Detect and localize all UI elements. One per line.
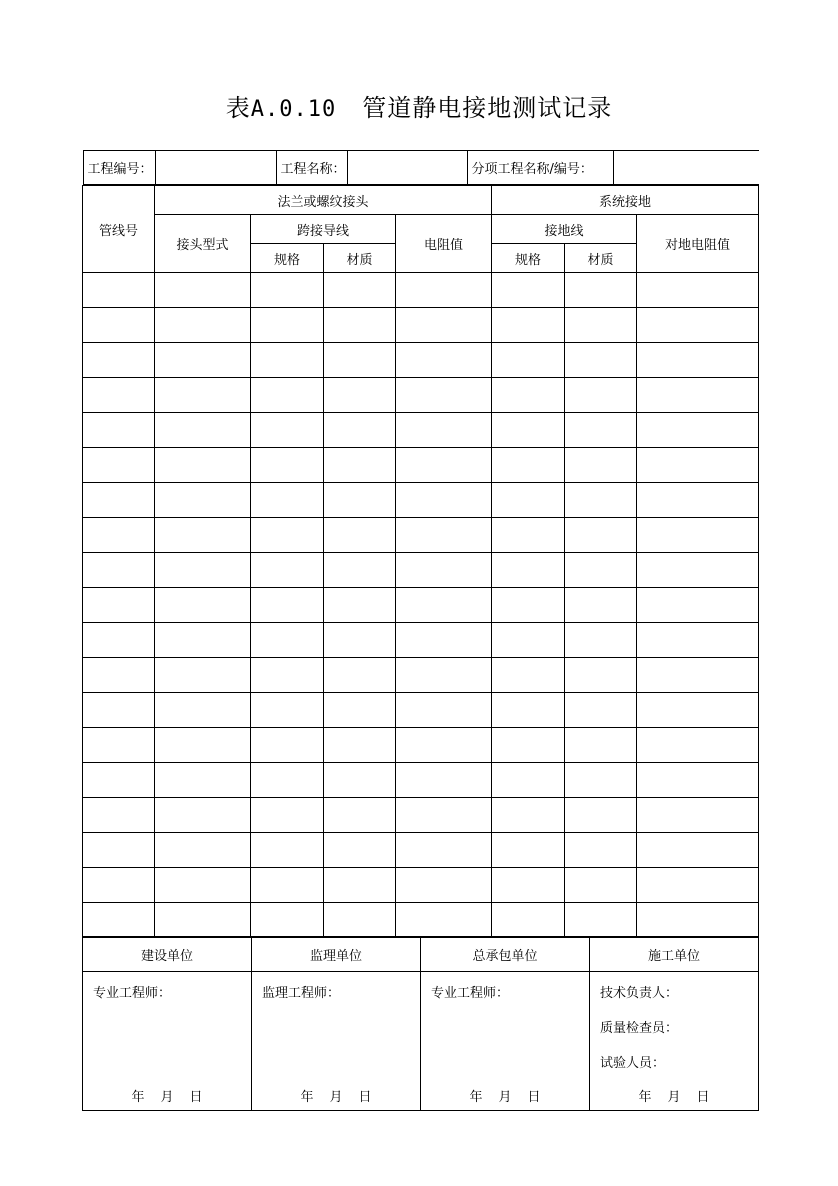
data-cell[interactable] (492, 868, 565, 903)
data-cell[interactable] (396, 518, 492, 553)
data-cell[interactable] (396, 273, 492, 308)
data-cell[interactable] (251, 868, 324, 903)
contractor-date (421, 1086, 589, 1105)
date-day: 日 (696, 1090, 710, 1105)
data-cell[interactable] (492, 658, 565, 693)
data-cell[interactable] (637, 868, 759, 903)
data-cell[interactable] (83, 798, 155, 833)
owner-engineer-label: 专业工程师： (93, 986, 172, 1001)
data-cell[interactable] (251, 588, 324, 623)
data-cell[interactable] (565, 483, 637, 518)
data-cell[interactable] (324, 273, 396, 308)
data-cell[interactable] (324, 728, 396, 763)
data-cell[interactable] (492, 518, 565, 553)
data-cell[interactable] (155, 728, 251, 763)
table-row (83, 553, 759, 588)
data-cell[interactable] (565, 553, 637, 588)
data-cell[interactable] (637, 343, 759, 378)
data-cell[interactable] (396, 378, 492, 413)
col-system-ground: 系统接地 (492, 186, 759, 215)
date-day: 日 (527, 1090, 541, 1105)
supervisor-date (252, 1086, 420, 1105)
data-cell[interactable] (637, 413, 759, 448)
col-jumper: 跨接导线 (251, 215, 396, 244)
data-cell[interactable] (251, 518, 324, 553)
date-year: 年 (638, 1090, 652, 1105)
data-cell[interactable] (155, 448, 251, 483)
table-row (83, 483, 759, 518)
data-cell[interactable] (492, 378, 565, 413)
data-cell[interactable] (155, 483, 251, 518)
data-cell[interactable] (155, 518, 251, 553)
data-cell[interactable] (565, 308, 637, 343)
data-cell[interactable] (637, 518, 759, 553)
data-cell[interactable] (83, 763, 155, 798)
data-cell[interactable] (83, 413, 155, 448)
unit-general-contractor: 总承包单位 (421, 937, 590, 972)
data-cell[interactable] (83, 693, 155, 728)
data-cell[interactable] (565, 413, 637, 448)
data-cell[interactable] (155, 588, 251, 623)
data-cell[interactable] (492, 833, 565, 868)
table-row (83, 588, 759, 623)
subproject-label: 分项工程名称/编号： (467, 151, 613, 185)
data-cell[interactable] (155, 798, 251, 833)
table-row (83, 658, 759, 693)
data-cell[interactable] (492, 448, 565, 483)
data-cell[interactable] (324, 553, 396, 588)
contractor-engineer-label: 专业工程师： (431, 986, 510, 1001)
table-row (83, 798, 759, 833)
data-cell[interactable] (155, 868, 251, 903)
data-cell[interactable] (324, 343, 396, 378)
data-cell[interactable] (251, 448, 324, 483)
data-cell[interactable] (155, 413, 251, 448)
header-info-row (83, 150, 759, 186)
data-cell[interactable] (83, 833, 155, 868)
subproject-field[interactable] (613, 151, 759, 185)
data-cell[interactable] (637, 728, 759, 763)
data-cell[interactable] (492, 798, 565, 833)
data-cell[interactable] (251, 693, 324, 728)
data-cell[interactable] (637, 553, 759, 588)
table-row (83, 343, 759, 378)
unit-constructor: 施工单位 (590, 937, 759, 972)
data-cell[interactable] (251, 273, 324, 308)
data-cell[interactable] (251, 763, 324, 798)
data-cell[interactable] (324, 693, 396, 728)
data-cell[interactable] (492, 308, 565, 343)
data-cell[interactable] (492, 273, 565, 308)
data-cell[interactable] (565, 588, 637, 623)
project-no-label: 工程编号： (83, 151, 155, 185)
data-cell[interactable] (637, 798, 759, 833)
record-table (82, 150, 759, 938)
table-row (83, 518, 759, 553)
data-cell[interactable] (396, 588, 492, 623)
contractor-sign-cell[interactable] (421, 972, 590, 1111)
col-resistance: 电阻值 (396, 215, 492, 273)
date-year: 年 (131, 1090, 145, 1105)
data-cell[interactable] (83, 623, 155, 658)
data-cell[interactable] (324, 658, 396, 693)
col-line-no: 管线号 (83, 186, 155, 273)
data-cell[interactable] (565, 903, 637, 938)
data-cell[interactable] (396, 868, 492, 903)
data-cell[interactable] (324, 623, 396, 658)
data-cell[interactable] (324, 763, 396, 798)
table-row (83, 378, 759, 413)
col-jumper-material: 材质 (324, 244, 396, 273)
col-ground-spec: 规格 (492, 244, 565, 273)
data-cell[interactable] (324, 868, 396, 903)
data-cell[interactable] (637, 693, 759, 728)
data-cell[interactable] (565, 658, 637, 693)
data-cell[interactable] (637, 903, 759, 938)
data-cell[interactable] (251, 833, 324, 868)
col-joint-type: 接头型式 (155, 215, 251, 273)
data-cell[interactable] (83, 903, 155, 938)
table-row (83, 623, 759, 658)
data-cell[interactable] (565, 693, 637, 728)
data-cell[interactable] (83, 518, 155, 553)
data-cell[interactable] (155, 658, 251, 693)
data-cell[interactable] (396, 553, 492, 588)
data-cell[interactable] (492, 623, 565, 658)
data-cell[interactable] (83, 448, 155, 483)
date-month: 月 (498, 1090, 512, 1105)
data-cell[interactable] (155, 343, 251, 378)
data-cell[interactable] (251, 483, 324, 518)
data-cell[interactable] (637, 658, 759, 693)
col-flange-group: 法兰或螺纹接头 (155, 186, 492, 215)
data-cell[interactable] (396, 728, 492, 763)
constructor-date (590, 1086, 758, 1105)
data-cell[interactable] (565, 728, 637, 763)
data-cell[interactable] (637, 763, 759, 798)
data-cell[interactable] (251, 623, 324, 658)
data-cell[interactable] (324, 833, 396, 868)
project-no-field[interactable] (155, 151, 276, 185)
owner-sign-cell[interactable] (83, 972, 252, 1111)
data-cell[interactable] (251, 308, 324, 343)
table-row (83, 763, 759, 798)
data-cell[interactable] (83, 658, 155, 693)
data-cell[interactable] (396, 483, 492, 518)
header-info-table (83, 150, 759, 185)
col-jumper-spec: 规格 (251, 244, 324, 273)
table-row (83, 448, 759, 483)
table-row (83, 868, 759, 903)
data-cell[interactable] (324, 378, 396, 413)
data-cell[interactable] (324, 518, 396, 553)
date-year: 年 (300, 1090, 314, 1105)
data-cell[interactable] (396, 798, 492, 833)
data-cell[interactable] (637, 483, 759, 518)
data-cell[interactable] (396, 413, 492, 448)
data-cell[interactable] (155, 833, 251, 868)
data-cell[interactable] (83, 483, 155, 518)
data-cell[interactable] (251, 553, 324, 588)
data-cell[interactable] (637, 448, 759, 483)
data-cell[interactable] (251, 343, 324, 378)
data-cell[interactable] (396, 763, 492, 798)
supervisor-sign-cell[interactable] (252, 972, 421, 1111)
data-cell[interactable] (251, 903, 324, 938)
signature-table (82, 936, 759, 1111)
tech-lead-label: 技术负责人： (600, 986, 679, 1001)
data-cell[interactable] (83, 553, 155, 588)
date-month: 月 (160, 1090, 174, 1105)
data-cell[interactable] (251, 798, 324, 833)
data-cell[interactable] (251, 378, 324, 413)
quality-inspector-label: 质量检查员： (600, 1021, 679, 1036)
data-cell[interactable] (637, 833, 759, 868)
constructor-sign-cell[interactable] (590, 972, 759, 1111)
data-cell[interactable] (83, 308, 155, 343)
data-cell[interactable] (155, 273, 251, 308)
tester-label: 试验人员： (600, 1056, 666, 1071)
supervisor-engineer-label: 监理工程师： (262, 986, 341, 1001)
table-row (83, 693, 759, 728)
data-cell[interactable] (324, 308, 396, 343)
data-cell[interactable] (83, 868, 155, 903)
data-cell[interactable] (396, 658, 492, 693)
col-ground-resistance: 对地电阻值 (637, 215, 759, 273)
project-name-field[interactable] (347, 151, 467, 185)
data-cell[interactable] (396, 343, 492, 378)
table-row (83, 273, 759, 308)
data-cell[interactable] (492, 903, 565, 938)
col-ground-wire: 接地线 (492, 215, 637, 244)
data-cell[interactable] (492, 728, 565, 763)
data-cell[interactable] (155, 693, 251, 728)
data-cell[interactable] (492, 553, 565, 588)
data-cell[interactable] (637, 623, 759, 658)
owner-date (83, 1086, 251, 1105)
data-cell[interactable] (83, 343, 155, 378)
title-text: 管道静电接地测试记录 (362, 94, 613, 122)
data-cell[interactable] (155, 308, 251, 343)
data-cell[interactable] (565, 833, 637, 868)
data-cell[interactable] (565, 623, 637, 658)
date-year: 年 (469, 1090, 483, 1105)
unit-supervisor: 监理单位 (252, 937, 421, 972)
page-title (0, 88, 838, 123)
data-cell[interactable] (565, 518, 637, 553)
data-cell[interactable] (155, 378, 251, 413)
data-cell[interactable] (492, 413, 565, 448)
data-cell[interactable] (396, 623, 492, 658)
project-name-label: 工程名称： (276, 151, 347, 185)
data-cell[interactable] (565, 273, 637, 308)
data-cell[interactable] (251, 413, 324, 448)
data-cell[interactable] (83, 273, 155, 308)
data-cell[interactable] (565, 868, 637, 903)
data-cell[interactable] (396, 308, 492, 343)
data-cell[interactable] (324, 448, 396, 483)
unit-owner: 建设单位 (83, 937, 252, 972)
data-cell[interactable] (83, 588, 155, 623)
table-row (83, 308, 759, 343)
data-cell[interactable] (565, 798, 637, 833)
data-cell[interactable] (155, 623, 251, 658)
data-cell[interactable] (565, 343, 637, 378)
date-month: 月 (329, 1090, 343, 1105)
data-cell[interactable] (565, 763, 637, 798)
table-row (83, 413, 759, 448)
data-cell[interactable] (492, 483, 565, 518)
data-cell[interactable] (396, 448, 492, 483)
data-cell[interactable] (637, 378, 759, 413)
date-day: 日 (189, 1090, 203, 1105)
data-cell[interactable] (396, 903, 492, 938)
table-row (83, 903, 759, 938)
data-cell[interactable] (637, 273, 759, 308)
data-cell[interactable] (637, 308, 759, 343)
data-cell[interactable] (637, 588, 759, 623)
data-cell[interactable] (251, 728, 324, 763)
data-cell[interactable] (83, 378, 155, 413)
title-code: A.0.10 (250, 97, 337, 122)
data-cell[interactable] (492, 588, 565, 623)
data-cell[interactable] (565, 448, 637, 483)
data-cell[interactable] (396, 693, 492, 728)
data-cell[interactable] (83, 728, 155, 763)
table-row (83, 833, 759, 868)
data-cell[interactable] (324, 483, 396, 518)
data-cell[interactable] (396, 833, 492, 868)
data-cell[interactable] (492, 693, 565, 728)
data-cell[interactable] (565, 378, 637, 413)
data-cell[interactable] (492, 343, 565, 378)
title-prefix: 表 (225, 94, 251, 122)
data-cell[interactable] (324, 798, 396, 833)
data-cell[interactable] (324, 588, 396, 623)
data-cell[interactable] (492, 763, 565, 798)
data-cell[interactable] (155, 553, 251, 588)
data-cell[interactable] (324, 413, 396, 448)
col-ground-material: 材质 (565, 244, 637, 273)
data-cell[interactable] (155, 763, 251, 798)
data-cell[interactable] (251, 658, 324, 693)
data-cell[interactable] (324, 903, 396, 938)
date-day: 日 (358, 1090, 372, 1105)
date-month: 月 (667, 1090, 681, 1105)
data-cell[interactable] (155, 903, 251, 938)
table-row (83, 728, 759, 763)
